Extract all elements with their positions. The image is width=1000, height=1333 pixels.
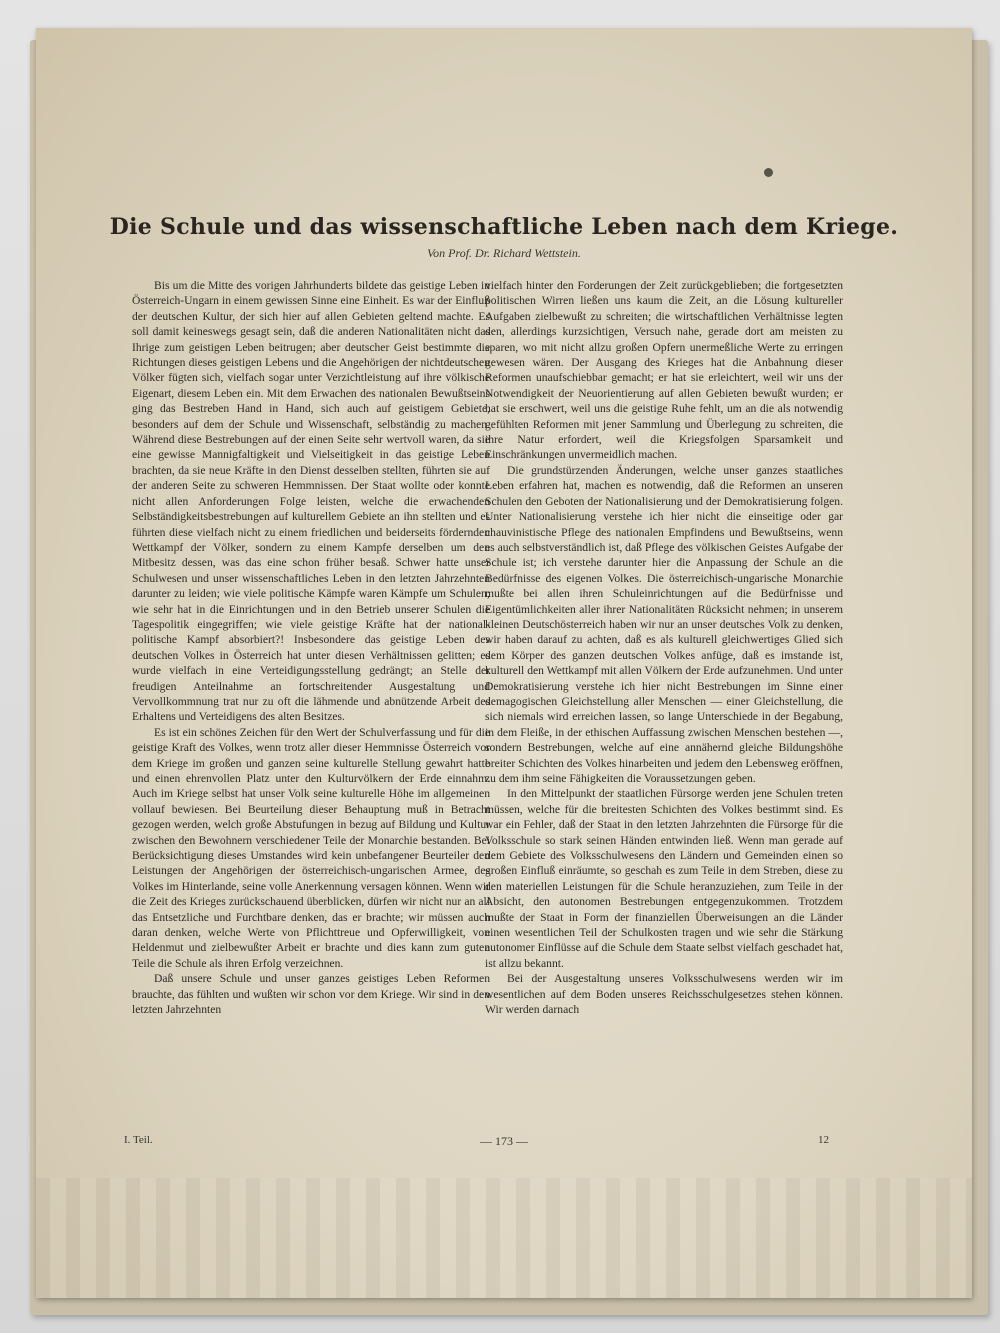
- footer-part-label: I. Teil.: [124, 1134, 153, 1146]
- paragraph: vielfach hinter den Forderungen der Zeit zurückgeblieben; die fortgesetzten politischen Wirren ließen uns kaum die Zeit, an die Lösung kultureller Aufgaben zielbewußt zu schreiten; die wirtschaftlichen Verhältnisse legten den, allerdings kurzsichtigen, Versuch nahe, gerade dort am meisten zu sparen, wo mit nicht allzu großen Opfern unermeßliche Werte zu erringen gewesen wären. Der Ausgang des Krieges hat die Anbahnung dieser Reformen unaufschiebbar gemacht; er hat sie erleichtert, weil wir uns der Notwendigkeit der Neuorientierung auf allen Gebieten bewußt wurden; er hat sie erschwert, weil uns die geistige Ruhe fehlt, um an die als notwendig gefühlten Reformen mit jener Sammlung und Überlegung zu schreiten, die ihre Natur erfordert, weil die Kriegsfolgen Sparsamkeit und Einschränkungen unvermeidlich machen.: [485, 279, 843, 462]
- article-byline: Von Prof. Dr. Richard Wettstein.: [427, 246, 581, 260]
- paragraph: Die grundstürzenden Änderungen, welche unser ganzes staatliches Leben erfahren hat, machen es notwendig, daß die Reformen an unseren Schulen den Geboten der Nationalisierung und der Demokratisierung folgen. Unter Nationalisierung verstehe ich hier nicht die einseitige oder gar chauvinistische Pflege des nationalen Empfindens und Bewußtseins, wenn es auch selbstverständlich ist, daß Pflege des völkischen Geistes Aufgabe der Schule ist; ich verstehe darunter hier die Anpassung der Schule an die Bedürfnisse des eigenen Volkes. Die österreichisch-ungarische Monarchie mußte bei allen ihren Schuleinrichtungen auf die Bedürfnisse und Eigentümlichkeiten aller ihrer Nationalitäten Rücksicht nehmen; in unserem kleinen Deutschösterreich haben wir nur an unser deutsches Volk zu denken, wir haben darauf zu achten, daß es als kulturell gleichwertiges Glied sich dem Körper des ganzen deutschen Volkes anfüge, daß es imstande ist, kulturell den Wettkampf mit allen Völkern der Erde aufzunehmen. Und unter Demokratisierung verstehe ich hier nicht Bestrebungen im Sinne einer demagogischen Gleichstellung aller Menschen — einer Gleichstellung, die sich niemals wird erreichen lassen, so lange Unterschiede in der Begabung, in dem Fleiße, in der ethischen Auffassung zwischen Menschen bestehen —, sondern Bestrebungen, welche auf eine annähernd gleiche Bildungshöhe breiter Schichten des Volkes hinarbeiten und jedem den Lebensweg eröffnen, zu dem ihm seine Fähigkeiten die Voraussetzungen geben.: [485, 463, 844, 785]
- paragraph: Bei der Ausgestaltung unseres Volksschulwesens werden wir im wesentlichen auf dem Boden unseres Reichsschulgesetzes stehen können. Wir werden darnach: [485, 972, 843, 1017]
- ink-speck: [764, 168, 773, 177]
- paper-fold-texture: [36, 1178, 972, 1298]
- sheet-signature: 12: [818, 1134, 829, 1146]
- left-column: [132, 278, 490, 1018]
- paragraph: Es ist ein schönes Zeichen für den Wert der Schulverfassung und für die geistige Kraft des Volkes, wenn trotz aller dieser Hemmnisse Österreich vor dem Kriege im großen und ganzen seine kulturelle Stellung gewahrt hatte und einen ehrenvollen Platz unter den Kulturvölkern der Erde einnahm. Auch im Kriege selbst hat unser Volk seine kulturelle Höhe im allgemeinen vollauf bewiesen. Bei Beurteilung dieser Behauptung muß in Betracht gezogen werden, welch große Abstufungen in bezug auf Bildung und Kultur zwischen den Bewohnern verschiedener Teile der Monarchie bestanden. Bei Berücksichtigung dieses Umstandes wird kein unbefangener Beurteiler den Leistungen der Angehörigen der österreichisch-ungarischen Armee, des Volkes im Hinterlande, seine volle Anerkennung versagen können. Wenn wir die Zeit des Krieges zurückschauend überblicken, dürfen wir nicht nur an all das Entsetzliche und Furchtbare denken, das er brachte; wir müssen auch daran denken, welche Werte von Pflichttreue und Opferwilligkeit, von Heldenmut und zielbewußter Arbeit er brachte und dies kann zum guten Teile die Schule als ihren Erfolg verzeichnen.: [132, 725, 490, 970]
- paragraph: Bis um die Mitte des vorigen Jahrhunderts bildete das geistige Leben in Österreich-Ungarn in einem gewissen Sinne eine Einheit. Es war der Einfluß der deutschen Kultur, der sich hier auf allen Gebieten geltend machte. Es soll damit keineswegs gesagt sein, daß die anderen Nationalitäten nicht das Ihrige zum geistigen Leben beitrugen; aber deutscher Geist bestimmte die Richtungen dieses geistigen Lebens und die Angehörigen der nichtdeutschen Völker fügten sich, vielfach sogar unter Verzichtleistung auf ihre völkische Eigenart, diesem Leben ein. Mit dem Erwachen des nationalen Bewußtseins ging das Bestreben Hand in Hand, sich auch auf geistigem Gebiete, besonders auf dem der Schule und Wissenschaft, selbständig zu machen. Während diese Bestrebungen auf der einen Seite sehr wertvoll waren, da sie eine gewisse Mannigfaltigkeit und Vielseitigkeit in das geistige Leben brachten, da sie neue Kräfte in den Dienst desselben stellten, führten sie auf der anderen Seite zu schweren Hemmnissen. Der Staat wollte oder konnte nicht allen Anforderungen Folge leisten, welche die erwachenden Selbständigkeitsbestrebungen auf kulturellem Gebiete an ihn stellten und es führten diese vielfach nicht zu einem friedlichen und beiderseits fördernden Wettkampf der Völker, sondern zu einem Kampfe derselben um den Mitbesitz dessen, was das eine schon früher besaß. Schwer hatte unser Schulwesen und unser wissenschaftliches Leben in den letzten Jahrzehnten darunter zu leiden; wie viele politische Kämpfe waren Kämpfe um Schulen; wie sehr hat in die Einrichtungen und in den Betrieb unserer Schulen die Tagespolitik eingegriffen; wie viele geistige Kräfte hat der national-politische Kampf absorbiert?! Insbesondere das geistige Leben des deutschen Volkes in Österreich hat unter diesen Verhältnissen gelitten; es wurde vielfach in eine Verteidigungsstellung gedrängt; an Stelle der freudigen Anteilnahme an fortschreitender Ausgestaltung und Vervollkommnung trat nur zu oft die lähmende und abnützende Arbeit des Erhaltens und Verteidigens des alten Besitzes.: [132, 279, 490, 724]
- article-title: Die Schule und das wissenschaftliche Leben nach dem Kriege.: [109, 214, 899, 240]
- paragraph: Daß unsere Schule und unser ganzes geistiges Leben Reformen brauchte, das fühlten und wußten wir schon vor dem Kriege. Wir sind in den letzten Jahrzehnten: [132, 972, 490, 1017]
- document-page: [36, 28, 972, 1298]
- page-number: — 173 —: [480, 1134, 528, 1148]
- right-column: [485, 278, 843, 1018]
- paragraph: In den Mittelpunkt der staatlichen Fürsorge werden jene Schulen treten müssen, welche für die breitesten Schichten des Volkes bestimmt sind. Es war ein Fehler, daß der Staat in den letzten Jahrzehnten die Fürsorge für die Volksschule so stark seinen Händen entwinden ließ. Wenn man gerade auf dem Gebiete des Volksschulwesens den Ländern und Gemeinden einen so großen Einfluß einräumte, so geschah es zum Teile in dem Streben, diese zu den materiellen Leistungen für die Schule heranzuziehen, zum Teile in der Absicht, den autonomen Bestrebungen entgegenzukommen. Trotzdem mußte der Staat in Form der finanziellen Überweisungen an die Länder einen wesentlichen Teil der Schulkosten tragen und wie sehr die Stärkung autonomer Einflüsse auf die Schule dem Staate selbst vielfach geschadet hat, ist allzu bekannt.: [485, 787, 843, 970]
